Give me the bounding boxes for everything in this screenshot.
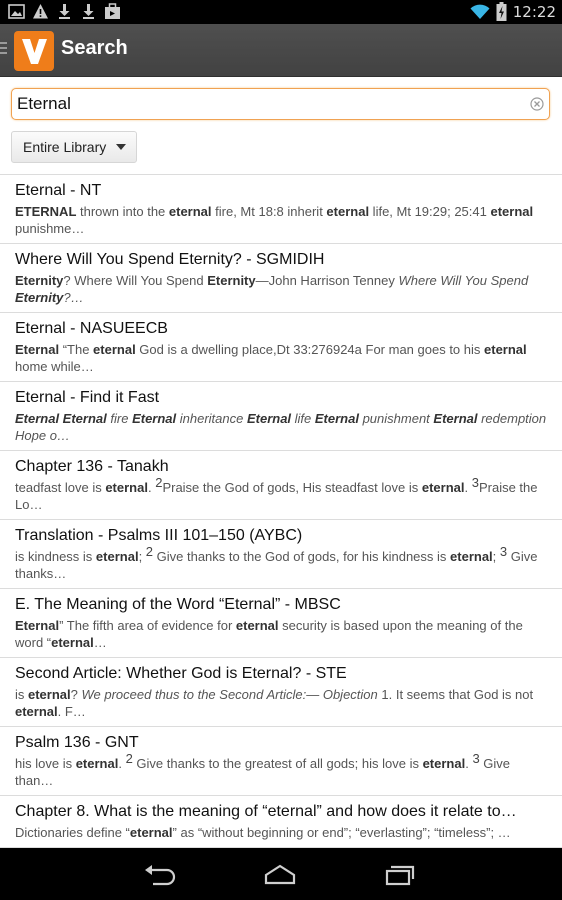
highlighted-match: eternal xyxy=(235,618,279,633)
home-icon[interactable] xyxy=(263,862,297,886)
verse-number: 3 xyxy=(472,751,480,766)
snippet-text: punishment xyxy=(358,411,434,426)
snippet-text: God is a dwelling place,Dt 33:276924a For man goes to his xyxy=(135,342,485,357)
result-title: Chapter 136 - Tanakh xyxy=(15,458,169,475)
highlighted-match: eternal xyxy=(28,687,71,702)
navigation-bar xyxy=(0,848,562,900)
snippet-text: ; xyxy=(138,549,146,564)
result-item[interactable] xyxy=(0,175,562,244)
snippet-text: life xyxy=(291,411,315,426)
highlighted-match: eternal xyxy=(95,549,139,564)
download-icon xyxy=(56,3,73,20)
snippet-text: . F… xyxy=(57,704,86,719)
result-snippet xyxy=(15,475,548,513)
download-icon xyxy=(80,3,97,20)
snippet-text: Dictionaries define “ xyxy=(15,825,130,840)
snippet-text: ? xyxy=(70,687,82,702)
result-item[interactable] xyxy=(0,313,562,382)
highlighted-match: Eternity xyxy=(15,290,64,305)
highlighted-match: Eternal xyxy=(15,342,60,357)
snippet-text: We proceed thus to the Second Article:— Objection xyxy=(81,687,378,702)
snippet-text: Give than… xyxy=(15,756,511,788)
highlighted-match: eternal xyxy=(421,480,465,495)
recent-apps-icon[interactable] xyxy=(383,862,417,886)
result-title: Chapter 8. What is the meaning of “eternal” and how does it relate to… xyxy=(15,803,517,820)
result-snippet xyxy=(15,272,548,306)
highlighted-match: eternal xyxy=(15,704,58,719)
snippet-text: Give thanks to the God of gods, for his kindness is xyxy=(153,549,451,564)
highlighted-match: Eternal xyxy=(314,411,359,426)
search-box[interactable] xyxy=(11,88,550,120)
snippet-text: redemption Hope o… xyxy=(15,411,547,443)
menu-indicator-icon[interactable] xyxy=(0,42,8,58)
snippet-text: fire, Mt 18:8 inherit xyxy=(211,204,327,219)
snippet-text: fire xyxy=(106,411,133,426)
highlighted-match: Eternity xyxy=(207,273,256,288)
snippet-text: his love is xyxy=(15,756,76,771)
highlighted-match: eternal xyxy=(105,480,148,495)
snippet-text: is xyxy=(15,687,28,702)
scope-label: Entire Library xyxy=(23,139,107,155)
snippet-text: Where Will You Spend xyxy=(398,273,529,288)
app-logo[interactable] xyxy=(14,31,54,71)
result-title: E. The Meaning of the Word “Eternal” - MBSC xyxy=(15,596,341,613)
highlighted-match: eternal xyxy=(129,825,173,840)
highlighted-match: eternal xyxy=(422,756,466,771)
snippet-text: home while… xyxy=(15,359,94,374)
result-item[interactable] xyxy=(0,589,562,658)
verse-number: 2 xyxy=(125,751,133,766)
snippet-text: is kindness is xyxy=(15,549,96,564)
action-bar xyxy=(0,24,562,77)
snippet-text: … xyxy=(93,635,107,650)
snippet-text: . xyxy=(464,480,472,495)
snippet-text: —John Harrison Tenney xyxy=(255,273,399,288)
clock: 12:22 xyxy=(512,2,556,21)
highlighted-match: Eternal xyxy=(433,411,478,426)
result-title: Eternal - NASUEECB xyxy=(15,320,168,337)
result-item[interactable] xyxy=(0,520,562,589)
page-title: Search xyxy=(61,37,128,59)
snippet-text: teadfast love is xyxy=(15,480,106,495)
snippet-text: “The xyxy=(59,342,94,357)
verse-number: 2 xyxy=(145,544,154,559)
result-item[interactable] xyxy=(0,727,562,796)
snippet-text: Praise the Lo… xyxy=(15,480,538,512)
highlighted-match: eternal xyxy=(326,204,370,219)
scope-dropdown[interactable] xyxy=(11,131,137,163)
chevron-down-icon xyxy=(116,144,126,150)
highlighted-match: eternal xyxy=(450,549,493,564)
snippet-text: punishme… xyxy=(15,221,85,236)
gallery-icon xyxy=(8,3,25,20)
snippet-text: ” The fifth area of evidence for xyxy=(59,618,236,633)
result-title: Second Article: Whether God is Eternal? - STE xyxy=(15,665,347,682)
result-item[interactable] xyxy=(0,658,562,727)
result-title: Psalm 136 - GNT xyxy=(15,734,139,751)
snippet-text: ” as “without beginning or end”; “everlasting”; “timeless”; … xyxy=(172,825,511,840)
highlighted-match: eternal xyxy=(93,342,136,357)
result-title: Eternal - Find it Fast xyxy=(15,389,160,406)
highlighted-match: Eternal Eternal xyxy=(15,411,107,426)
result-snippet xyxy=(15,686,548,720)
snippet-text: ?… xyxy=(63,290,84,305)
notification-icons xyxy=(8,3,121,20)
snippet-text: ; xyxy=(492,549,500,564)
snippet-text: . xyxy=(147,480,156,495)
highlighted-match: eternal xyxy=(168,204,212,219)
wifi-icon xyxy=(470,4,490,20)
snippet-text: Give thanks… xyxy=(15,549,538,581)
bag-icon xyxy=(104,3,121,20)
result-snippet xyxy=(15,544,548,582)
highlighted-match: Eternity xyxy=(15,273,64,288)
verse-number: 3 xyxy=(499,544,508,559)
back-icon[interactable] xyxy=(143,862,177,886)
snippet-text: life, Mt 19:29; 25:41 xyxy=(369,204,491,219)
system-status xyxy=(470,2,556,21)
snippet-text: . xyxy=(118,756,126,771)
snippet-text: thrown into the xyxy=(76,204,169,219)
result-snippet xyxy=(15,751,548,789)
result-title: Where Will You Spend Eternity? - SGMIDIH xyxy=(15,251,325,268)
result-snippet xyxy=(15,341,548,375)
snippet-text: ? Where Will You Spend xyxy=(63,273,208,288)
snippet-text: inheritance xyxy=(176,411,247,426)
snippet-text: 1. It seems that God is not xyxy=(377,687,534,702)
result-title: Translation - Psalms III 101–150 (AYBC) xyxy=(15,527,303,544)
result-snippet xyxy=(15,203,548,237)
result-snippet xyxy=(15,410,548,444)
highlighted-match: Eternal xyxy=(246,411,292,426)
result-item[interactable] xyxy=(0,244,562,313)
status-bar xyxy=(0,0,562,24)
snippet-text: Praise the God of gods, His steadfast love is xyxy=(162,480,422,495)
results-list[interactable] xyxy=(0,174,562,849)
result-snippet xyxy=(15,617,548,651)
highlighted-match: eternal xyxy=(484,342,527,357)
verse-number: 2 xyxy=(155,475,163,490)
result-snippet xyxy=(15,824,548,841)
highlighted-match: ETERNAL xyxy=(15,204,77,219)
logos-v-icon xyxy=(14,31,54,71)
result-title: Eternal - NT xyxy=(15,182,102,199)
highlighted-match: eternal xyxy=(75,756,119,771)
verse-number: 3 xyxy=(471,475,479,490)
alert-icon xyxy=(32,3,49,20)
snippet-text: Give thanks to the greatest of all gods; his love is xyxy=(132,756,423,771)
highlighted-match: Eternal xyxy=(15,618,60,633)
highlighted-match: Eternal xyxy=(132,411,177,426)
snippet-text: security is based upon the meaning of the word “ xyxy=(15,618,523,650)
highlighted-match: eternal xyxy=(490,204,534,219)
result-item[interactable] xyxy=(0,796,562,848)
clear-search-icon[interactable] xyxy=(530,97,544,111)
result-item[interactable] xyxy=(0,382,562,451)
search-input[interactable] xyxy=(17,93,517,115)
highlighted-match: eternal xyxy=(51,635,94,650)
result-item[interactable] xyxy=(0,451,562,520)
battery-icon xyxy=(496,2,507,21)
snippet-text: . xyxy=(465,756,473,771)
